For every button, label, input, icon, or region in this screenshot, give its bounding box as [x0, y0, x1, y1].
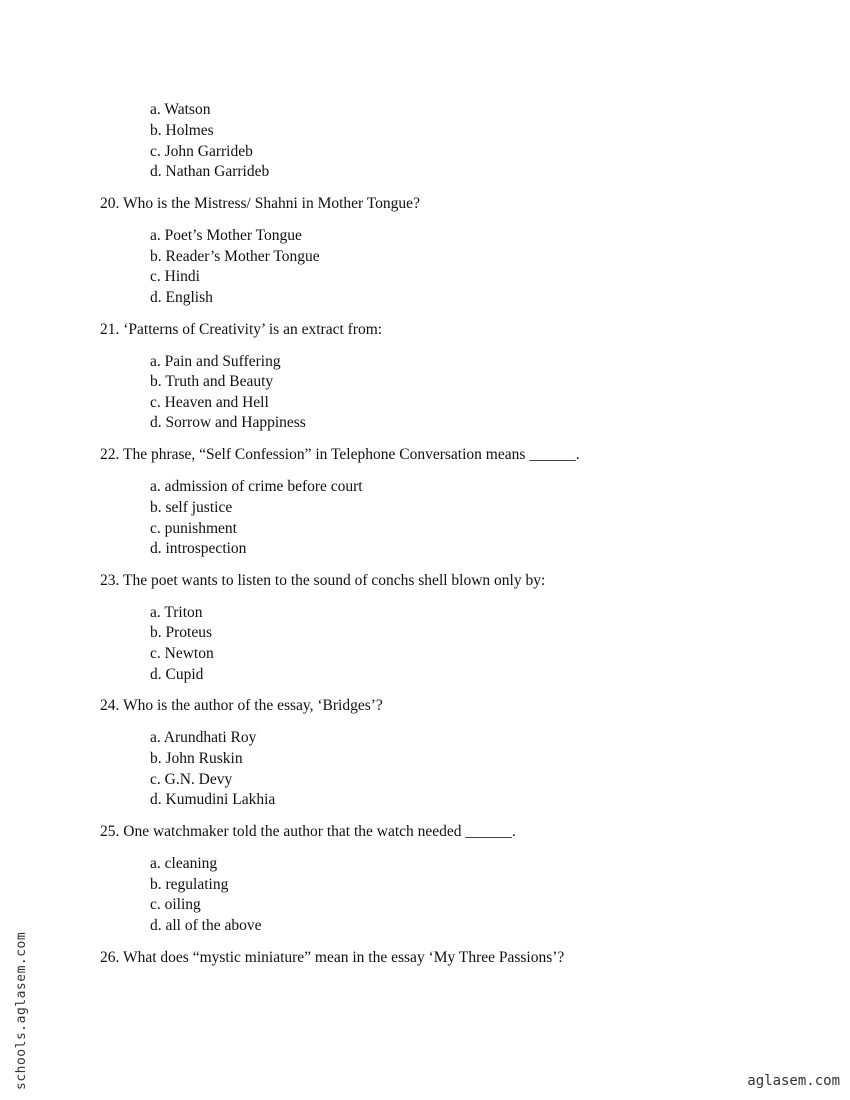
q25-option-b: b. regulating [150, 876, 229, 893]
q19-option-a: a. Watson [150, 101, 211, 118]
q20-option-a: a. Poet’s Mother Tongue [150, 227, 302, 244]
q19-option-b: b. Holmes [150, 122, 214, 139]
q25-option-a: a. cleaning [150, 855, 218, 872]
q20-option-c: c. Hindi [150, 268, 200, 285]
q23-option-d: d. Cupid [150, 666, 204, 683]
q24-option-b: b. John Ruskin [150, 750, 243, 767]
q25-option-c: c. oiling [150, 896, 201, 913]
q22-option-d: d. introspection [150, 540, 247, 557]
question-23: 23. The poet wants to listen to the sound of conchs shell blown only by: [100, 572, 546, 589]
question-26: 26. What does “mystic miniature” mean in the essay ‘My Three Passions’? [100, 949, 565, 966]
q23-option-b: b. Proteus [150, 624, 212, 641]
q25-option-d: d. all of the above [150, 917, 262, 934]
q19-option-c: c. John Garrideb [150, 143, 253, 160]
question-20: 20. Who is the Mistress/ Shahni in Mother Tongue? [100, 195, 420, 212]
question-21: 21. ‘Patterns of Creativity’ is an extract from: [100, 321, 383, 338]
q21-option-a: a. Pain and Suffering [150, 353, 281, 370]
q22-option-c: c. punishment [150, 520, 237, 537]
q21-option-b: b. Truth and Beauty [150, 373, 274, 390]
q24-option-d: d. Kumudini Lakhia [150, 791, 276, 808]
q21-option-c: c. Heaven and Hell [150, 394, 269, 411]
q24-option-a: a. Arundhati Roy [150, 729, 257, 746]
q22-option-b: b. self justice [150, 499, 233, 516]
q19-option-d: d. Nathan Garrideb [150, 163, 270, 180]
q22-option-a: a. admission of crime before court [150, 478, 363, 495]
q23-option-c: c. Newton [150, 645, 214, 662]
side-watermark: schools.aglasem.com [14, 931, 29, 1090]
question-24: 24. Who is the author of the essay, ‘Bridges’? [100, 697, 383, 714]
question-25: 25. One watchmaker told the author that the watch needed ______. [100, 823, 516, 840]
footer-watermark: aglasem.com [747, 1073, 840, 1089]
question-22: 22. The phrase, “Self Confession” in Telephone Conversation means ______. [100, 446, 580, 463]
q21-option-d: d. Sorrow and Happiness [150, 414, 306, 431]
q20-option-d: d. English [150, 289, 213, 306]
q23-option-a: a. Triton [150, 604, 203, 621]
q24-option-c: c. G.N. Devy [150, 771, 233, 788]
q20-option-b: b. Reader’s Mother Tongue [150, 248, 320, 265]
